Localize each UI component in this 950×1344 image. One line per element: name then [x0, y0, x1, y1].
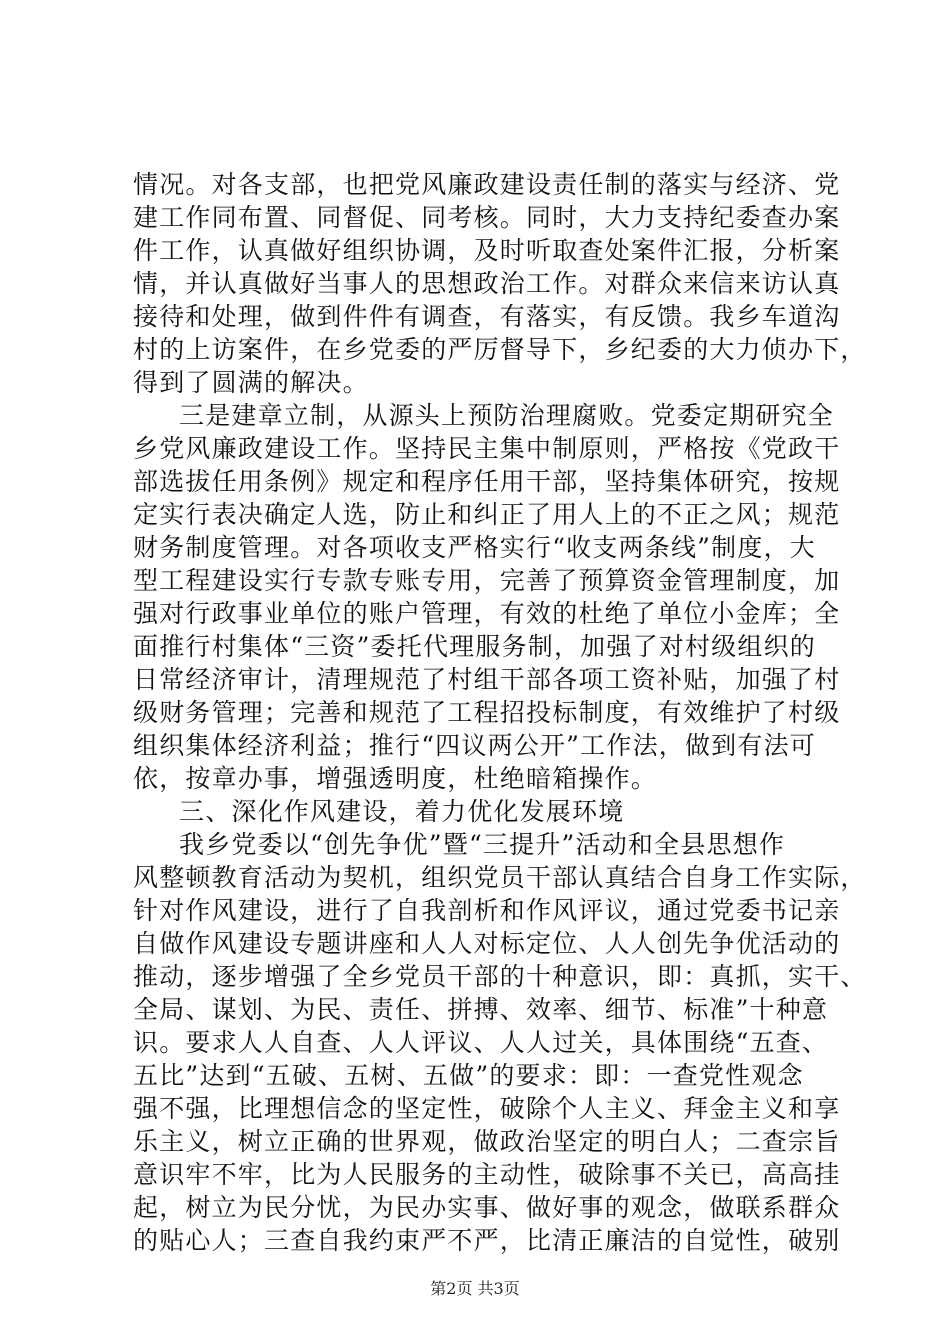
text-line: 面推行村集体“三资”委托代理服务制，加强了对村级组织的 — [133, 632, 816, 661]
text-line: 组织集体经济利益；推行“四议两公开”工作法，做到有法可 — [133, 731, 816, 760]
section-heading: 三、深化作风建设，着力优化发展环境 — [179, 797, 625, 826]
text-line: 得到了圆满的解决。 — [133, 368, 369, 397]
text-line: 级财务管理；完善和规范了工程招投标制度，有效维护了村级 — [133, 698, 841, 727]
text-line: 起，树立为民分忧，为民办实事、做好事的观念，做联系群众 — [133, 1193, 841, 1222]
text-line: 情，并认真做好当事人的思想政治工作。对群众来信来访认真 — [133, 269, 841, 298]
text-line: 的贴心人；三查自我约束严不严，比清正廉洁的自觉性，破别 — [133, 1226, 841, 1255]
text-line: 部选拔任用条例》规定和程序任用干部，坚持集体研究，按规 — [133, 467, 841, 496]
text-line: 接待和处理，做到件件有调查，有落实，有反馈。我乡车道沟 — [133, 302, 841, 331]
text-line: 五比”达到“五破、五树、五做”的要求：即：一查党性观念 — [133, 1061, 804, 1090]
text-line: 定实行表决确定人选，防止和纠正了用人上的不正之风；规范 — [133, 500, 841, 529]
text-line: 情况。对各支部，也把党风廉政建设责任制的落实与经济、党 — [133, 170, 841, 199]
text-line: 乐主义，树立正确的世界观，做政治坚定的明白人；二查宗旨 — [133, 1127, 841, 1156]
text-line: 针对作风建设，进行了自我剖析和作风评议，通过党委书记亲 — [133, 896, 841, 925]
page-number-footer: 第2页 共3页 — [430, 1279, 520, 1298]
text-line: 乡党风廉政建设工作。坚持民主集中制原则，严格按《党政干 — [133, 434, 841, 463]
paragraph-start-line: 我乡党委以“创先争优”暨“三提升”活动和全县思想作 — [179, 830, 786, 859]
text-line: 强不强，比理想信念的坚定性，破除个人主义、拜金主义和享 — [133, 1094, 841, 1123]
text-line: 全局、谋划、为民、责任、拼搏、效率、细节、标准”十种意 — [133, 995, 829, 1024]
text-line: 依，按章办事，增强透明度，杜绝暗箱操作。 — [133, 764, 658, 793]
text-line: 自做作风建设专题讲座和人人对标定位、人人创先争优活动的 — [133, 929, 841, 958]
text-line: 风整顿教育活动为契机，组织党员干部认真结合自身工作实际， — [133, 863, 867, 892]
text-line: 型工程建设实行专款专账专用，完善了预算资金管理制度，加 — [133, 566, 841, 595]
text-line: 财务制度管理。对各项收支严格实行“收支两条线”制度，大 — [133, 533, 816, 562]
text-line: 村的上访案件，在乡党委的严厉督导下，乡纪委的大力侦办下， — [133, 335, 867, 364]
document-body — [133, 168, 867, 1257]
text-line: 推动，逐步增强了全乡党员干部的十种意识，即：真抓，实干、 — [133, 962, 867, 991]
text-line: 日常经济审计，清理规范了村组干部各项工资补贴，加强了村 — [133, 665, 841, 694]
text-line: 建工作同布置、同督促、同考核。同时，大力支持纪委查办案 — [133, 203, 841, 232]
paragraph-start-line: 三是建章立制，从源头上预防治理腐败。党委定期研究全 — [179, 401, 835, 430]
text-line: 强对行政事业单位的账户管理，有效的杜绝了单位小金库；全 — [133, 599, 841, 628]
text-line: 意识牢不牢，比为人民服务的主动性，破除事不关已，高高挂 — [133, 1160, 841, 1189]
text-line: 件工作，认真做好组织协调，及时听取查处案件汇报，分析案 — [133, 236, 841, 265]
text-line: 识。要求人人自查、人人评议、人人过关，具体围绕“五查、 — [133, 1028, 829, 1057]
